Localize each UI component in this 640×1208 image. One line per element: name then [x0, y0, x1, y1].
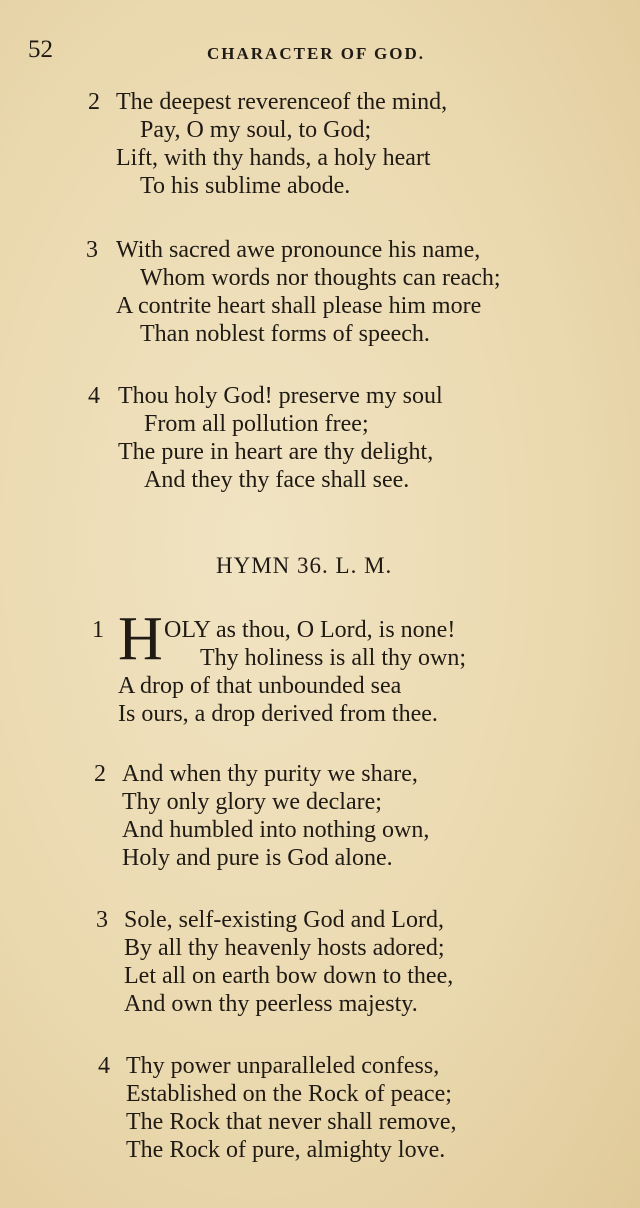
verse-line: Thy holiness is all thy own; — [200, 645, 466, 671]
verse-number: 2 — [88, 89, 100, 115]
verse-line: Sole, self-existing God and Lord, — [124, 907, 444, 933]
verse-line: Than noblest forms of speech. — [140, 321, 430, 347]
verse-number: 3 — [96, 907, 108, 933]
verse-line: Thy power unparalleled confess, — [126, 1053, 440, 1079]
verse-line: Thy only glory we declare; — [122, 789, 382, 815]
verse-line: Let all on earth bow down to thee, — [124, 963, 454, 989]
verse-number: 1 — [92, 617, 104, 643]
verse-line: To his sublime abode. — [140, 173, 351, 199]
verse-line: Is ours, a drop derived from thee. — [118, 701, 438, 727]
verse-line: With sacred awe pronounce his name, — [116, 237, 481, 263]
hymn-title: HYMN 36. L. M. — [216, 553, 393, 578]
verse-line: And humbled into nothing own, — [122, 817, 430, 843]
verse-line: Established on the Rock of peace; — [126, 1081, 452, 1107]
verse-line: By all thy heavenly hosts adored; — [124, 935, 445, 961]
verse-line: The Rock of pure, almighty love. — [126, 1137, 446, 1163]
verse-line: Pay, O my soul, to God; — [140, 117, 372, 143]
verse-line: OLY as thou, O Lord, is none! — [164, 617, 456, 643]
verse-line: The deepest reverenceof the mind, — [116, 89, 448, 115]
verse-line: The Rock that never shall remove, — [126, 1109, 457, 1135]
verse-line: Lift, with thy hands, a holy heart — [116, 145, 431, 171]
verse-number: 4 — [88, 383, 100, 409]
verse-line: A drop of that unbounded sea — [118, 673, 402, 699]
verse-line: Holy and pure is God alone. — [122, 845, 393, 871]
verse-line: The pure in heart are thy delight, — [118, 439, 434, 465]
page-number: 52 — [28, 36, 53, 63]
verse-line: And when thy purity we share, — [122, 761, 418, 787]
page-header — [0, 36, 640, 76]
verse-number: 2 — [94, 761, 106, 787]
verse-line: And own thy peerless majesty. — [124, 991, 418, 1017]
running-head: CHARACTER OF GOD. — [207, 44, 426, 63]
verse-line: Whom words nor thoughts can reach; — [140, 265, 501, 291]
verse-number: 3 — [86, 237, 98, 263]
verse-line: A contrite heart shall please him more — [116, 293, 482, 319]
verse-line: From all pollution free; — [144, 411, 369, 437]
verse-line: Thou holy God! preserve my soul — [118, 383, 443, 409]
drop-cap: H — [118, 605, 163, 673]
verse-line: And they thy face shall see. — [144, 467, 410, 493]
verse-number: 4 — [98, 1053, 110, 1079]
